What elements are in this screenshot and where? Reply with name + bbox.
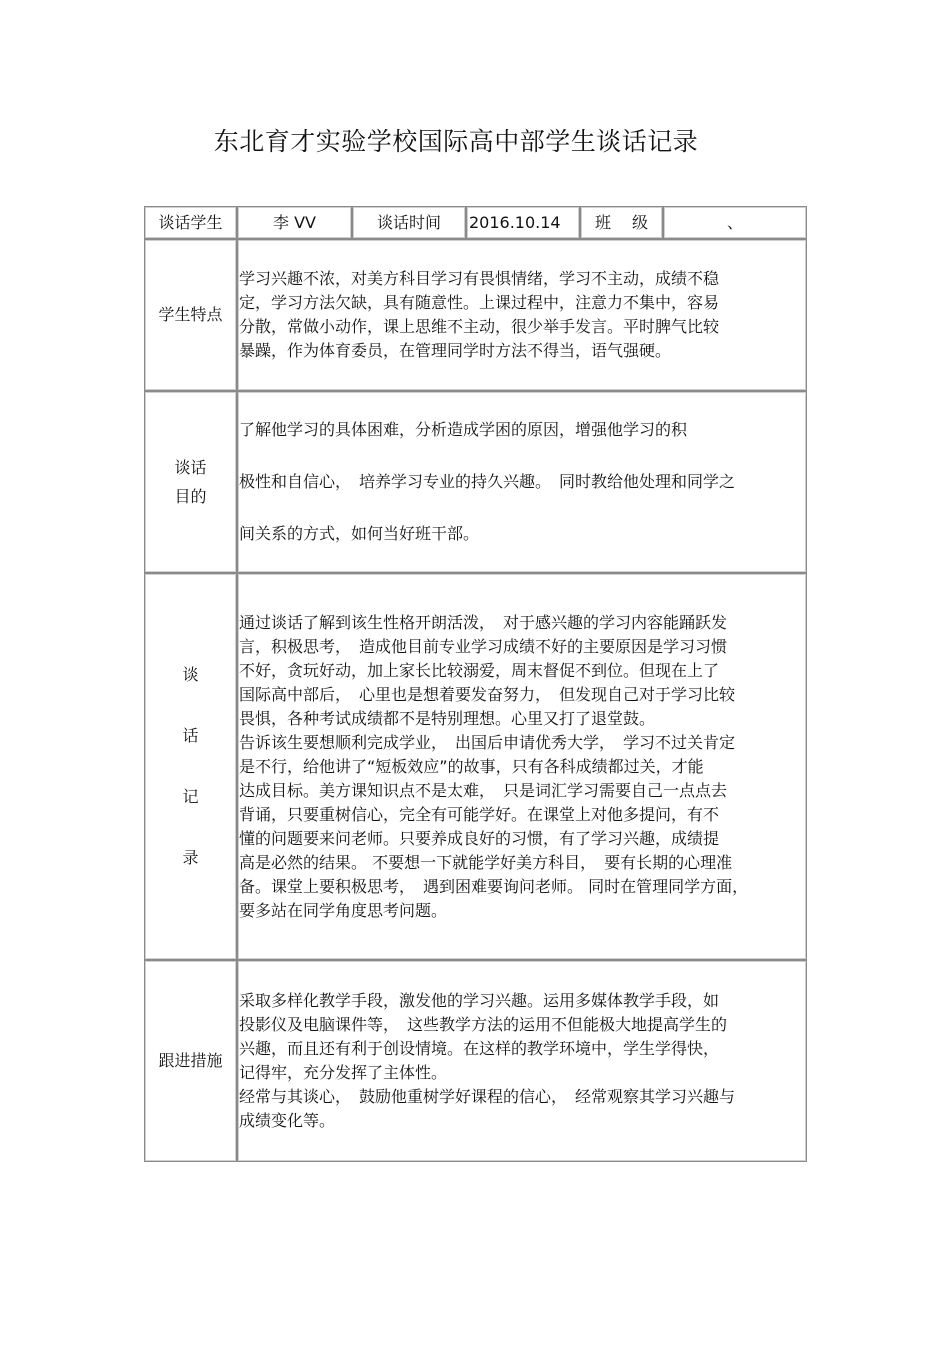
traits-line: 定，学习方法欠缺，具有随意性。上课过程中，注意力不集中，容易 [239,293,720,312]
record-label-char: 话 [182,726,199,745]
record-row [144,573,807,960]
purpose-line: 极性和自信心， 培养学习专业的持久兴趣。 同时教给他处理和同学之 [239,472,736,491]
purpose-label-line: 谈话 [174,458,207,477]
record-line: 备。课堂上要积极思考， 遇到困难要询问老师。 同时在管理同学方面， [239,876,749,896]
traits-content [237,239,807,391]
followup-line: 记得牢，充分发挥了主体性。 [239,1063,448,1082]
record-label-char: 录 [182,848,199,867]
class-value: 、 [663,206,807,239]
record-line: 懂的问题要来问老师。只要养成良好的习惯，有了学习兴趣，成绩提 [239,828,720,848]
traits-label: 学生特点 [144,239,237,391]
record-line: 达成目标。美方课知识点不是太难， 只是词汇学习需要自己一点点去 [239,780,728,800]
record-label [144,573,237,960]
followup-line: 投影仪及电脑课件等， 这些教学方法的运用不但能极大地提高学生的 [239,1015,728,1034]
traits-row [144,239,807,391]
time-value: 2016.10.14 [466,206,580,239]
record-line: 通过谈话了解到该生性格开朗活泼， 对于感兴趣的学习内容能踊跃发 [239,612,728,632]
record-label-char: 记 [182,787,199,806]
record-line: 畏惧，各种考试成绩都不是特别理想。心里又打了退堂鼓。 [239,708,656,728]
followup-content [237,960,807,1162]
followup-row [144,960,807,1162]
purpose-line: 了解他学习的具体困难，分析造成学困的原因，增强他学习的积 [239,420,688,439]
class-label: 班 级 [580,206,663,239]
record-line: 背诵，只要重树信心，完全有可能学好。在课堂上对他多提问，有不 [239,804,720,824]
record-content [237,573,807,960]
purpose-content [237,391,807,573]
purpose-label-line: 目的 [174,487,207,506]
record-line: 是不行，给他讲了“短板效应”的故事，只有各科成绩都过关，才能 [239,756,704,776]
student-label: 谈话学生 [144,206,237,239]
followup-label: 跟进措施 [144,960,237,1162]
followup-line: 经常与其谈心， 鼓励他重树学好课程的信心， 经常观察其学习兴趣与 [239,1087,736,1106]
student-name: 李 VV [237,206,352,239]
traits-line: 学习兴趣不浓，对美方科目学习有畏惧情绪，学习不主动，成绩不稳 [239,269,720,288]
talk-record-table [144,206,807,1162]
record-line: 不好，贪玩好动，加上家长比较溺爱，周末督促不到位。但现在上了 [239,660,720,680]
record-line: 言，积极思考， 造成他目前专业学习成绩不好的主要原因是学习习惯 [239,636,728,656]
traits-line: 暴躁，作为体育委员，在管理同学时方法不得当，语气强硬。 [239,341,672,360]
record-line: 国际高中部后， 心里也是想着要发奋努力， 但发现自己对于学习比较 [239,684,736,704]
record-line: 高是必然的结果。 不要想一下就能学好美方科目， 要有长期的心理准 [239,852,733,872]
purpose-line: 间关系的方式，如何当好班干部。 [239,524,480,543]
traits-line: 分散，常做小动作，课上思维不主动，很少举手发言。平时脾气比较 [239,317,720,336]
time-label: 谈话时间 [352,206,466,239]
record-line: 要多站在同学角度思考问题。 [239,900,448,920]
header-row [144,206,807,239]
record-label-char: 谈 [182,665,199,684]
purpose-row [144,391,807,573]
followup-line: 成绩变化等。 [239,1111,336,1130]
followup-line: 采取多样化教学手段，激发他的学习兴趣。运用多媒体教学手段，如 [239,991,720,1010]
purpose-label [144,391,237,573]
page-title: 东北育才实验学校国际高中部学生谈话记录 [213,127,699,156]
record-line: 告诉该生要想顺利完成学业， 出国后申请优秀大学， 学习不过关肯定 [239,732,736,752]
followup-line: 兴趣，而且还有利于创设情境。在这样的教学环境中，学生学得快， [239,1039,720,1058]
